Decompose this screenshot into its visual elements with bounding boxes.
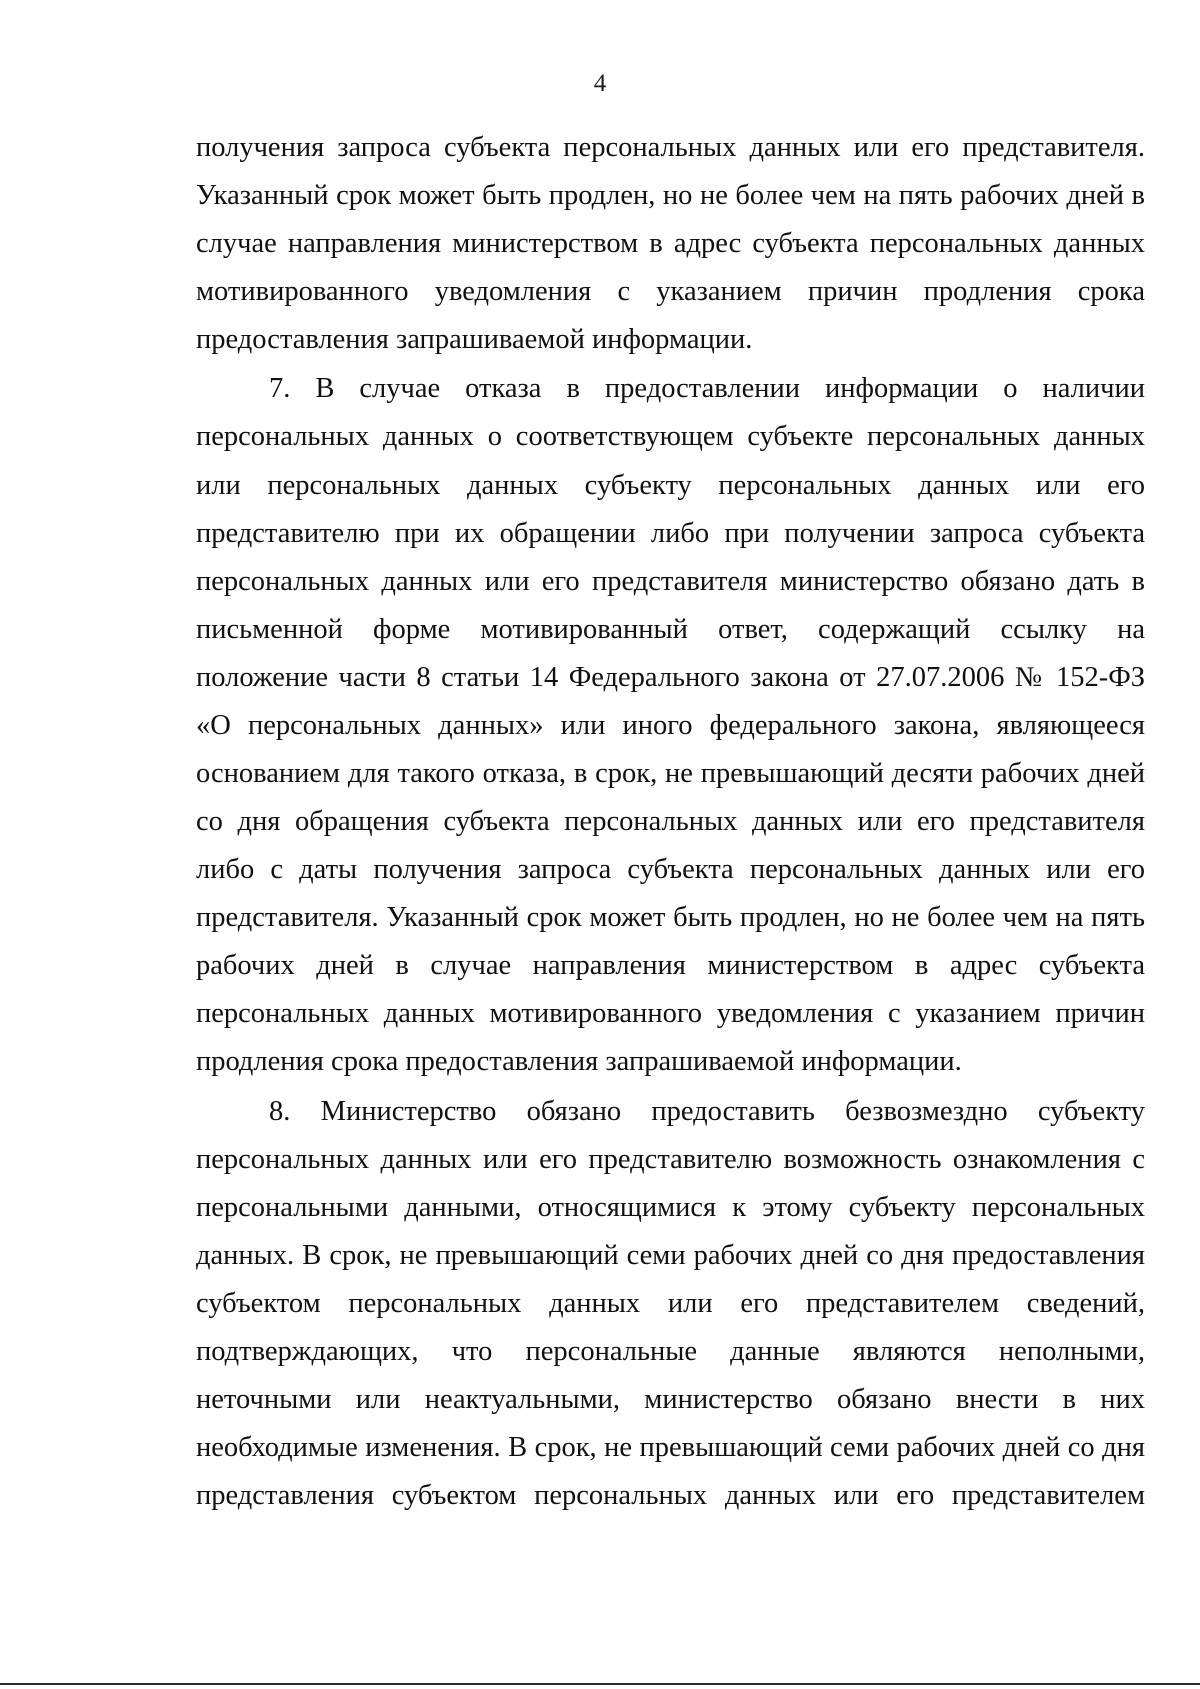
text-line-21: 8. Министерство обязано предоставить безвозмездно субъекту: [269, 1096, 1145, 1127]
text-line-29: представления субъектом персональных данных или его представителем: [196, 1480, 1145, 1511]
scan-edge-line: [0, 1683, 1200, 1685]
text-line-19: персональных данных мотивированного уведомления с указанием причин: [196, 998, 1145, 1029]
text-line-24: данных. В срок, не превышающий семи рабочих дней со дня предоставления: [196, 1240, 1145, 1271]
text-line-16: либо с даты получения запроса субъекта персональных данных или его: [196, 854, 1145, 885]
text-line-9: представителю при их обращении либо при получении запроса субъекта: [196, 518, 1145, 549]
text-line-23: персональными данными, относящимися к этому субъекту персональных: [196, 1192, 1145, 1223]
page-number: 4: [593, 70, 607, 97]
text-line-25: субъектом персональных данных или его представителем сведений,: [196, 1288, 1145, 1319]
text-line-1: получения запроса субъекта персональных данных или его представителя.: [196, 132, 1145, 163]
text-line-20: продления срока предоставления запрашиваемой информации.: [196, 1046, 962, 1077]
text-line-11: письменной форме мотивированный ответ, содержащий ссылку на: [196, 614, 1145, 645]
text-line-4: мотивированного уведомления с указанием причин продления срока: [196, 276, 1145, 307]
text-line-22: персональных данных или его представителю возможность ознакомления с: [196, 1144, 1145, 1175]
text-line-15: со дня обращения субъекта персональных данных или его представителя: [196, 806, 1145, 837]
text-line-27: неточными или неактуальными, министерство обязано внести в них: [196, 1384, 1145, 1415]
text-line-5: предоставления запрашиваемой информации.: [196, 324, 753, 355]
text-line-13: «О персональных данных» или иного федерального закона, являющееся: [196, 710, 1145, 741]
text-line-18: рабочих дней в случае направления министерством в адрес субъекта: [196, 950, 1145, 981]
text-line-6: 7. В случае отказа в предоставлении информации о наличии: [269, 373, 1145, 404]
text-line-12: положение части 8 статьи 14 Федерального закона от 27.07.2006 № 152-ФЗ: [196, 662, 1145, 693]
text-line-10: персональных данных или его представителя министерство обязано дать в: [196, 566, 1145, 597]
text-line-28: необходимые изменения. В срок, не превышающий семи рабочих дней со дня: [196, 1432, 1145, 1463]
text-line-26: подтверждающих, что персональные данные являются неполными,: [196, 1336, 1145, 1367]
text-line-8: или персональных данных субъекту персональных данных или его: [196, 470, 1145, 501]
text-line-2: Указанный срок может быть продлен, но не более чем на пять рабочих дней в: [196, 180, 1145, 211]
text-line-17: представителя. Указанный срок может быть продлен, но не более чем на пять: [196, 902, 1145, 933]
text-line-3: случае направления министерством в адрес субъекта персональных данных: [196, 228, 1145, 259]
text-line-14: основанием для такого отказа, в срок, не превышающий десяти рабочих дней: [196, 758, 1145, 789]
text-line-7: персональных данных о соответствующем субъекте персональных данных: [196, 421, 1145, 452]
